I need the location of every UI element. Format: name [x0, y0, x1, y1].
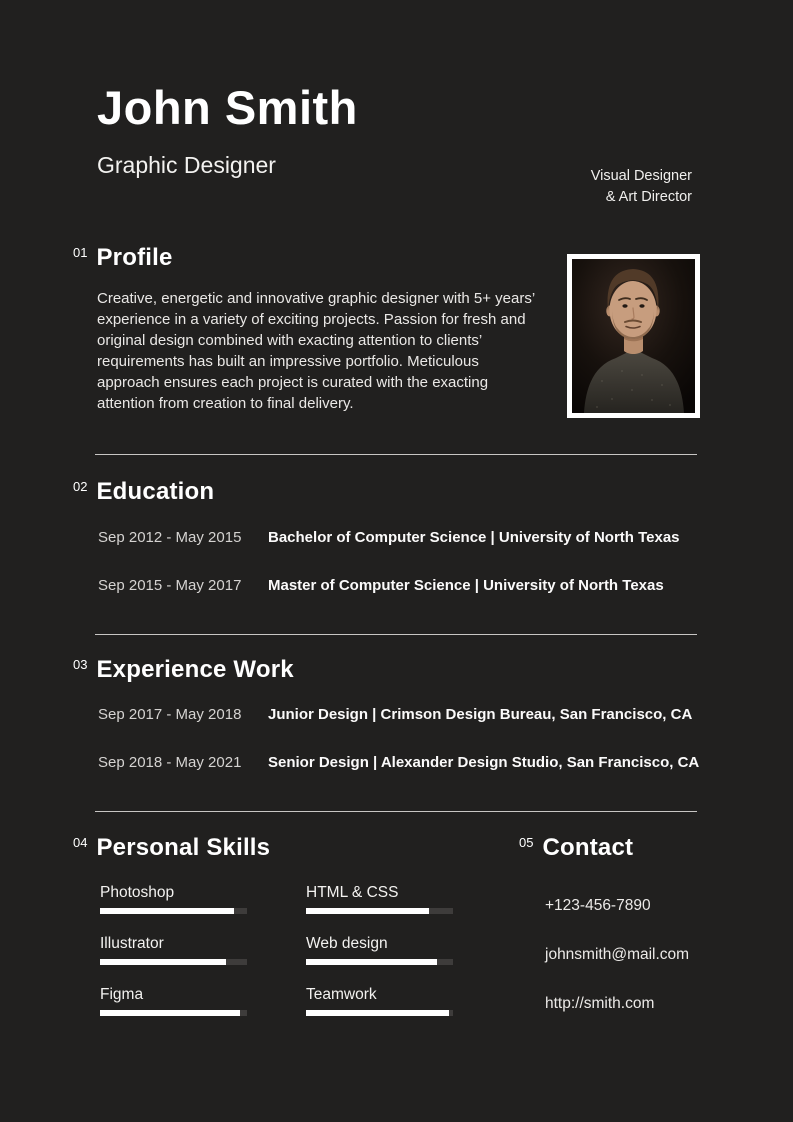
section-title: Experience Work [96, 656, 294, 683]
education-row [98, 576, 664, 595]
contact-website: http://smith.com [545, 995, 655, 1012]
experience-position: Junior Design | Crimson Design Bureau, San Francisco, CA [268, 706, 693, 723]
experience-row [98, 753, 699, 772]
person-name: John Smith [97, 81, 358, 134]
skill-bar-fill [100, 959, 226, 965]
divider [95, 454, 697, 455]
education-degree: Bachelor of Computer Science | University of North Texas [268, 529, 680, 546]
divider [95, 811, 697, 812]
experience-dates: Sep 2018 - May 2021 [98, 754, 242, 771]
education-dates: Sep 2012 - May 2015 [98, 529, 242, 546]
tagline-line-2: & Art Director [605, 189, 692, 205]
section-number: 02 [73, 479, 88, 494]
profile-text: Creative, energetic and innovative graphic designer with 5+ years’ experience in a variety of exciting projects. Passion for fresh and original design combined with exacting attention to clients’ requirements has built an impressive portfolio. Meticulous approach ensures each project is curated with the exacting attention from creation to final delivery. [97, 290, 535, 412]
experience-dates: Sep 2017 - May 2018 [98, 706, 242, 723]
skill-label: Teamwork [306, 986, 377, 1003]
experience-section-heading [73, 657, 294, 683]
skills-section-heading [73, 835, 270, 861]
skill-bar-fill [306, 1010, 449, 1016]
job-title: Graphic Designer [97, 152, 276, 178]
skill-bar [306, 908, 453, 914]
experience-position: Senior Design | Alexander Design Studio, San Francisco, CA [268, 754, 700, 771]
section-number: 01 [73, 245, 88, 260]
contact-phone: +123-456-7890 [545, 897, 651, 914]
section-title: Contact [542, 834, 634, 861]
skill-item [306, 986, 453, 1016]
section-number: 03 [73, 657, 88, 672]
skills-column-right [306, 884, 453, 1037]
profile-section-heading [73, 245, 173, 271]
education-section-heading [73, 479, 214, 505]
skill-bar [306, 1010, 453, 1016]
skill-item [100, 884, 247, 914]
section-title: Education [96, 478, 215, 505]
contact-section-heading [519, 835, 633, 861]
skill-bar [100, 1010, 247, 1016]
section-number: 04 [73, 835, 88, 850]
portrait-photo-graphic [572, 259, 695, 413]
skill-label: Illustrator [100, 935, 164, 952]
skill-label: Photoshop [100, 884, 175, 901]
skill-label: Figma [100, 986, 144, 1003]
skill-item [100, 935, 247, 965]
section-title: Personal Skills [96, 834, 271, 861]
education-dates: Sep 2015 - May 2017 [98, 577, 242, 594]
skills-column-left [100, 884, 247, 1037]
skill-item [100, 986, 247, 1016]
skill-bar-fill [306, 959, 437, 965]
skill-bar [306, 959, 453, 965]
portrait-photo [567, 254, 700, 418]
contact-list [545, 897, 689, 1044]
skill-label: HTML & CSS [306, 884, 399, 901]
tagline [591, 166, 692, 208]
education-degree: Master of Computer Science | University of North Texas [268, 577, 664, 594]
section-number: 05 [519, 835, 534, 850]
skill-bar [100, 959, 247, 965]
skill-item [306, 884, 453, 914]
contact-email: johnsmith@mail.com [545, 946, 690, 963]
experience-row [98, 705, 692, 724]
skill-bar-fill [306, 908, 429, 914]
tagline-line-1: Visual Designer [590, 168, 692, 184]
skill-bar-fill [100, 908, 234, 914]
education-row [98, 528, 680, 547]
divider [95, 634, 697, 635]
skill-bar [100, 908, 247, 914]
section-title: Profile [96, 244, 173, 271]
skill-label: Web design [306, 935, 388, 952]
skill-bar-fill [100, 1010, 240, 1016]
skill-item [306, 935, 453, 965]
